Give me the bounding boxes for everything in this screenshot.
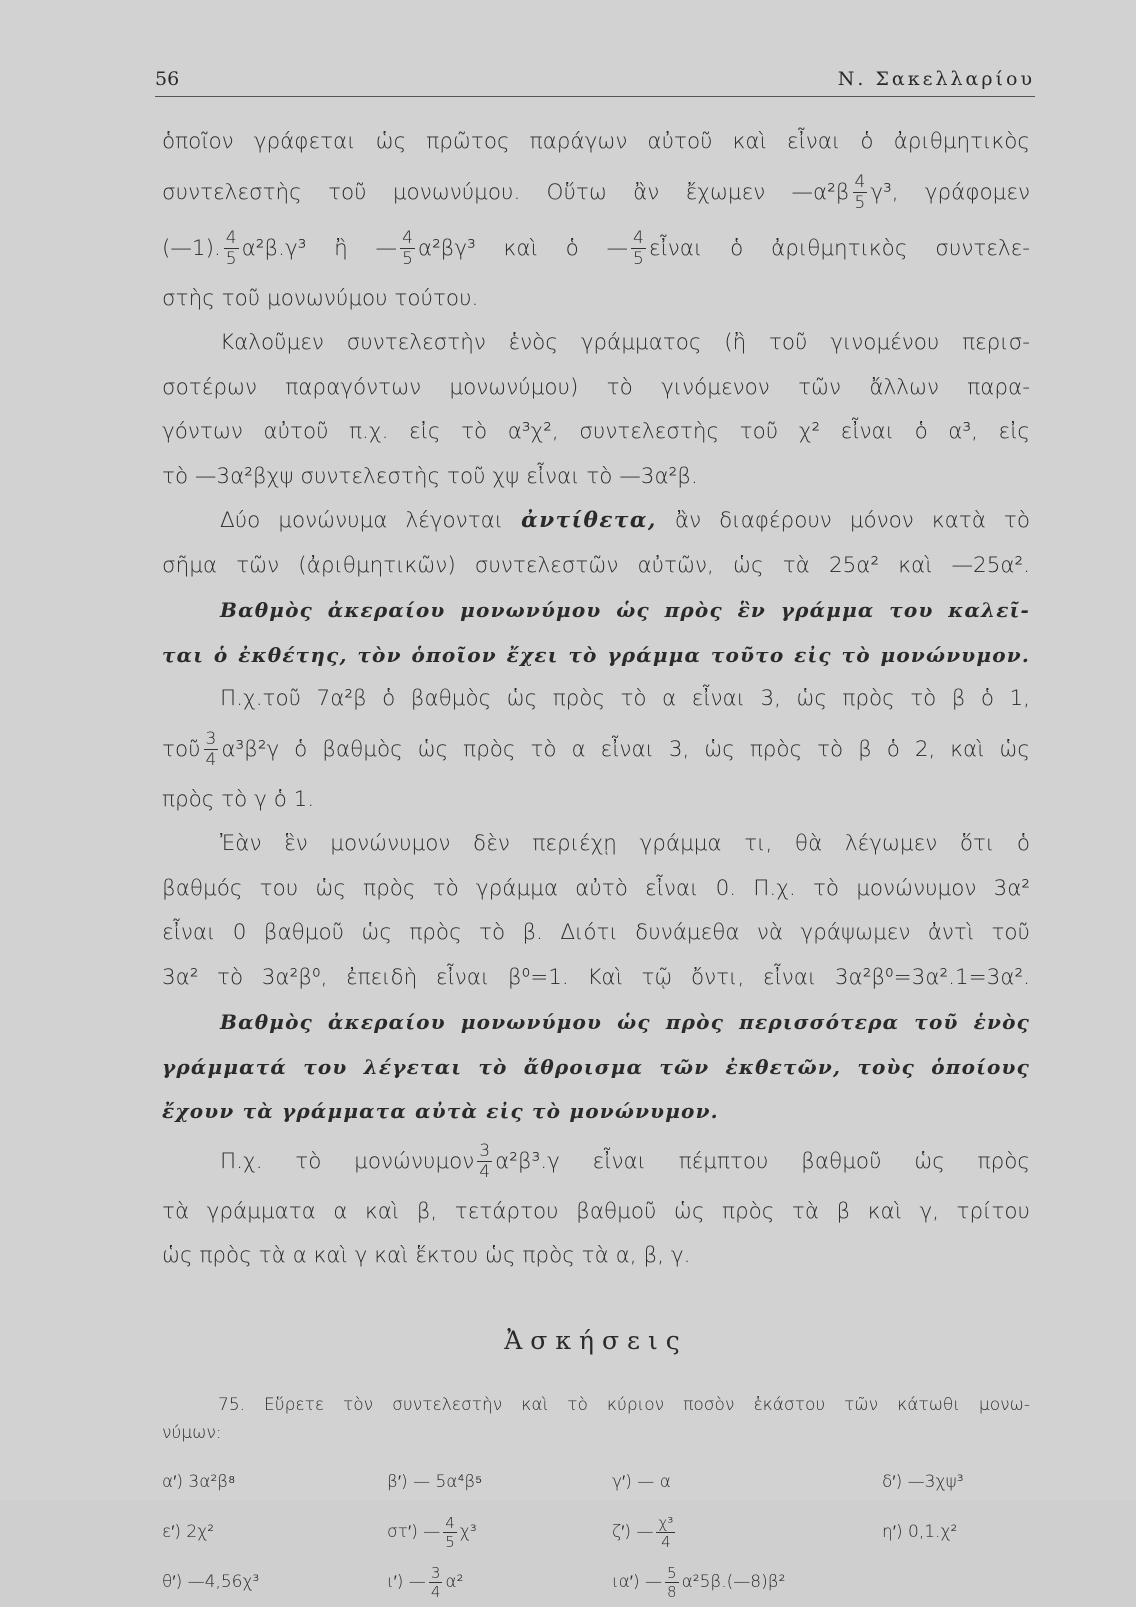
- text-line: πρὸς τὸ γ ὁ 1.: [162, 786, 315, 812]
- exercise-item-b: β′) — 5α⁴β⁵: [387, 1472, 483, 1492]
- running-header: [155, 66, 1035, 97]
- fraction: $\frac{3}{4}$: [205, 729, 217, 770]
- exercise-item-c: γ′) — α: [612, 1472, 671, 1492]
- fraction: $\frac{4}{5}$: [225, 228, 237, 269]
- exercise-item-st: στ′) — $\frac{4}{5}$ χ³: [387, 1513, 477, 1551]
- text-line: σῆμα τῶν (ἀριθμητικῶν) συντελεστῶν αὐτῶν, ὡς τὰ 25α² καὶ —25α².: [162, 552, 1030, 578]
- fraction: $\frac{4}{5}$: [633, 228, 644, 269]
- text-line: 3α² τὸ 3α²β⁰, ἐπειδὴ εἶναι β⁰=1. Καὶ τῷ ὄντι, εἶναι 3α²β⁰=3α².1=3α².: [162, 964, 1030, 990]
- exercise-item-th: θ′) —4,56χ³: [162, 1572, 260, 1592]
- exercise-item-e: ε′) 2χ²: [162, 1522, 215, 1542]
- text-line: στὴς τοῦ μονωνύμου τούτου.: [162, 285, 479, 311]
- page-body: [162, 120, 1030, 1607]
- defined-term: ἀντίθετα,: [521, 508, 657, 533]
- fraction: $\frac{3}{4}$: [479, 1141, 491, 1182]
- text-line: (—1). $\frac{4}{5}$ α²β.γ³ ἢ — $\frac{4}{5}$ α²βγ³ καὶ ὁ — $\frac{4}{5}$ εἶναι ὁ ἀριθμητικὸς συντελε-: [162, 228, 1031, 269]
- exercise-item-ia: ια′) — $\frac{5}{8}$ α²5β.(—8)β²: [612, 1563, 786, 1601]
- fraction: $\frac{4}{5}$: [402, 228, 413, 269]
- fraction: $\frac{4}{5}$: [854, 172, 866, 213]
- fraction: $\frac{3}{4}$: [430, 1563, 441, 1601]
- exercise-items: [162, 1457, 1030, 1607]
- exercise-item-z: ζ′) — $\frac{\text{χ³}}{4}$: [612, 1513, 674, 1551]
- section-title: Ἀσκήσεις: [504, 1325, 688, 1355]
- text-line: ὡς πρὸς τὰ α καὶ γ καὶ ἕκτου ὡς πρὸς τὰ α, β, γ.: [162, 1243, 691, 1268]
- text-line: Π.χ. τὸ μονώνυμον $\frac{3}{4}$ α²β³.γ εἶναι πέμπτου βαθμοῦ ὡς πρὸς: [220, 1141, 1030, 1182]
- text-line: Καλοῦμεν συντελεστὴν ἑνὸς γράμματος (ἢ τοῦ γινομένου περισ-: [220, 330, 1030, 355]
- running-head-author: Ν. Σακελλαρίου: [837, 68, 1035, 90]
- definition-line: ἔχουν τὰ γράμματα αὐτὰ εἰς τὸ μονώνυμον.: [162, 1099, 719, 1123]
- text-line: γόντων αὐτοῦ π.χ. εἰς τὸ α³χ², συντελεστὴς τοῦ χ² εἶναι ὁ α³, εἰς: [162, 419, 1030, 444]
- page-number: 56: [155, 68, 180, 90]
- exercise-item-h: η′) 0,1.χ²: [882, 1522, 958, 1542]
- text-line: ὁποῖον γράφεται ὡς πρῶτος παράγων αὐτοῦ καὶ εἶναι ὁ ἀριθμητικὸς: [162, 129, 1030, 154]
- definition-line: Βαθμὸς ἀκεραίου μονωνύμου ὡς πρὸς περισσότερα τοῦ ἑνὸς: [220, 1010, 1030, 1034]
- text-line: εἶναι 0 βαθμοῦ ὡς πρὸς τὸ β. Διότι δυνάμεθα νὰ γράψωμεν ἀντὶ τοῦ: [162, 920, 1030, 945]
- fraction: $\frac{\text{χ³}}{4}$: [658, 1513, 674, 1551]
- definition-line: ται ὁ ἐκθέτης, τὸν ὁποῖον ἔχει τὸ γράμμα τοῦτο εἰς τὸ μονώνυμον.: [162, 642, 1030, 667]
- exercise-item-i: ι′) — $\frac{3}{4}$ α²: [387, 1563, 464, 1601]
- text-line: σοτέρων παραγόντων μονωνύμου) τὸ γινόμενον τῶν ἄλλων παρα-: [162, 374, 1030, 400]
- text-line: Δύο μονώνυμα λέγονται ἀντίθετα, ἂν διαφέρουν μόνον κατὰ τὸ: [220, 508, 1030, 533]
- text-line: συντελεστὴς τοῦ μονωνύμου. Οὕτω ἂν ἔχωμεν —α²β $\frac{4}{5}$ γ³, γράφομεν: [162, 172, 1030, 213]
- exercise-75: [162, 1391, 1030, 1607]
- exercise-prompt-cont: νύμων:: [162, 1423, 222, 1443]
- text-line: τὰ γράμματα α καὶ β, τετάρτου βαθμοῦ ὡς πρὸς τὰ β καὶ γ, τρίτου: [162, 1198, 1030, 1224]
- exercise-item-a: α′) 3α²β⁸: [162, 1472, 236, 1492]
- text-line: βαθμός του ὡς πρὸς τὸ γράμμα αὐτὸ εἶναι 0. Π.χ. τὸ μονώνυμον 3α²: [162, 875, 1030, 901]
- definition-line: γράμματά του λέγεται τὸ ἄθροισμα τῶν ἐκθετῶν, τοὺς ὁποίους: [162, 1054, 1030, 1079]
- exercise-item-d: δ′) —3χψ³: [882, 1472, 964, 1492]
- text-line: Π.χ.τοῦ 7α²β ὁ βαθμὸς ὡς πρὸς τὸ α εἶναι 3, ὡς πρὸς τὸ β ὁ 1,: [220, 686, 1030, 711]
- text-line: Ἐὰν ἓν μονώνυμον δὲν περιέχῃ γράμμα τι, θὰ λέγωμεν ὅτι ὁ: [220, 831, 1030, 856]
- exercise-prompt: 75. Εὕρετε τὸν συντελεστὴν καὶ τὸ κύριον ποσὸν ἑκάστου τῶν κάτωθι μονω-: [218, 1395, 1030, 1415]
- text-line: τὸ —3α²βχψ συντελεστὴς τοῦ χψ εἶναι τὸ —3α²β.: [162, 463, 698, 489]
- fraction: $\frac{5}{8}$: [667, 1563, 677, 1601]
- text-line: τοῦ $\frac{3}{4}$ α³β²γ ὁ βαθμὸς ὡς πρὸς τὸ α εἶναι 3, ὡς πρὸς τὸ β ὁ 2, καὶ ὡς: [162, 729, 1030, 770]
- fraction: $\frac{4}{5}$: [445, 1513, 455, 1551]
- definition-line: Βαθμὸς ἀκεραίου μονωνύμου ὡς πρὸς ἓν γράμμα του καλεῖ-: [220, 598, 1030, 622]
